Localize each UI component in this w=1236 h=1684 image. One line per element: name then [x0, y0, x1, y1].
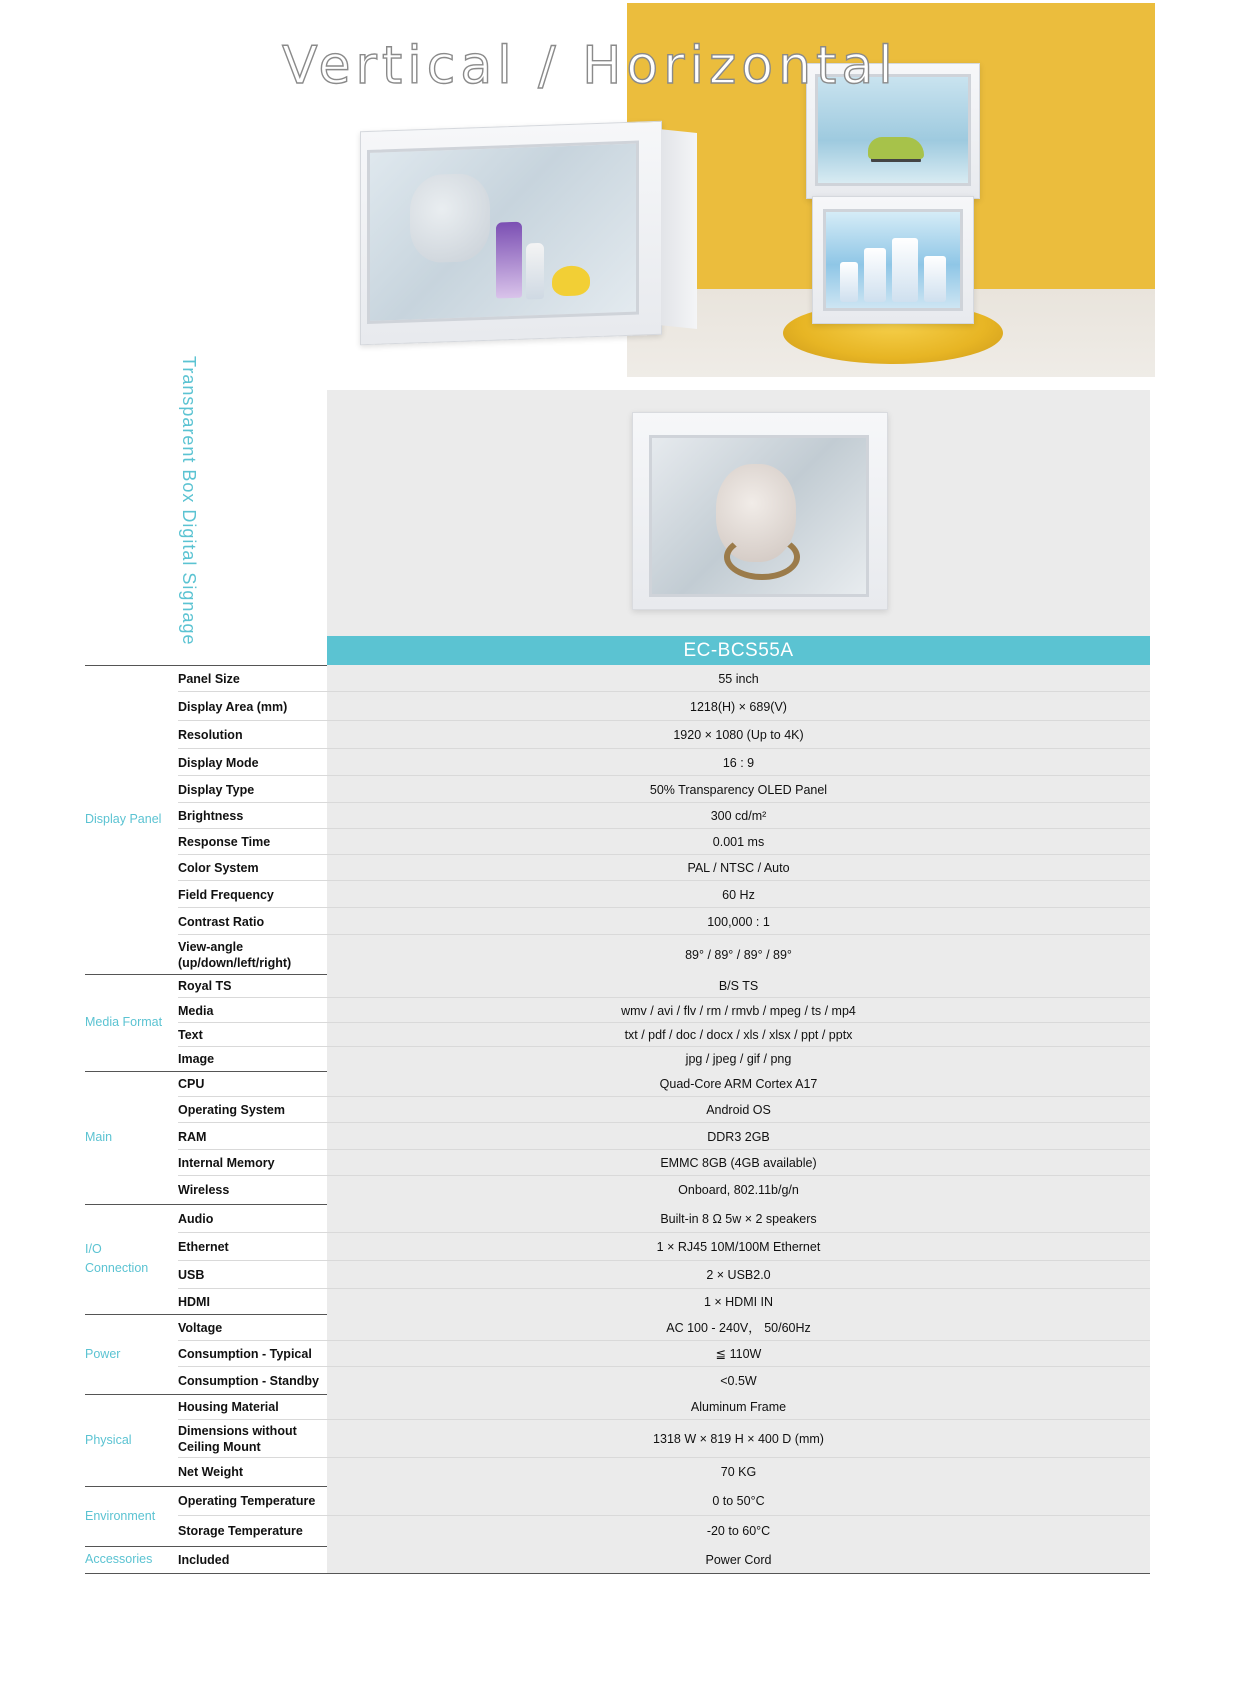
- spec-label: Dimensions without Ceiling Mount: [178, 1424, 297, 1454]
- spec-label: Royal TS: [178, 979, 232, 993]
- spec-row: [85, 776, 1150, 803]
- spec-row: [85, 721, 1150, 749]
- spec-value: 16 : 9: [722, 755, 755, 770]
- spec-value: 100,000 : 1: [707, 914, 770, 929]
- spec-row: [85, 1486, 1150, 1516]
- spec-value: Quad-Core ARM Cortex A17: [659, 1077, 818, 1091]
- spec-value: Power Cord: [705, 1552, 772, 1567]
- horizontal-box-photo: [360, 121, 662, 346]
- spec-label: Operating System: [178, 1103, 285, 1117]
- spec-label: Wireless: [178, 1183, 230, 1197]
- spec-label: Consumption - Standby: [178, 1373, 319, 1388]
- spec-row: [85, 1150, 1150, 1176]
- spec-row: [85, 665, 1150, 692]
- spec-row: [85, 1204, 1150, 1233]
- spec-label: Ethernet: [178, 1240, 229, 1254]
- spec-row: [85, 803, 1150, 829]
- spec-label: RAM: [178, 1129, 207, 1144]
- spec-row: [85, 855, 1150, 881]
- spec-value: 300 cd/m²: [710, 809, 767, 823]
- hand-image: [410, 173, 490, 264]
- spec-row: [85, 749, 1150, 776]
- spec-value: txt / pdf / doc / docx / xls / xlsx / ppt / pptx: [624, 1028, 853, 1042]
- spec-label: Display Area (mm): [178, 699, 288, 714]
- spec-value: 2 × USB2.0: [706, 1268, 771, 1282]
- spec-label: Internal Memory: [178, 1156, 275, 1170]
- spec-row: [85, 1071, 1150, 1097]
- spec-row: [85, 1341, 1150, 1367]
- spec-label: Operating Temperature: [178, 1494, 316, 1508]
- spec-label: Resolution: [178, 728, 243, 742]
- spec-value: 1 × RJ45 10M/100M Ethernet: [656, 1240, 821, 1254]
- spec-value: Android OS: [706, 1103, 771, 1117]
- spec-row: [85, 1289, 1150, 1314]
- rubber-duck-image: [552, 265, 590, 296]
- spec-label: Image: [178, 1052, 215, 1066]
- spec-value: 1218(H) × 689(V): [690, 699, 787, 714]
- spec-label: Audio: [178, 1211, 214, 1226]
- spec-value: 70 KG: [720, 1465, 757, 1479]
- product-box-photo: [632, 412, 888, 610]
- section-category: Main: [85, 1130, 113, 1144]
- product-jar: [924, 256, 946, 302]
- spec-label: Consumption - Typical: [178, 1347, 312, 1361]
- spec-value: AC 100 - 240V， 50/60Hz: [666, 1320, 811, 1335]
- spec-value: 0.001 ms: [712, 835, 765, 849]
- necklace-image: [724, 534, 800, 580]
- spec-value: EMMC 8GB (4GB available): [660, 1156, 817, 1170]
- spec-label: Net Weight: [178, 1465, 244, 1479]
- bottle-image: [496, 222, 522, 299]
- spec-row: [85, 1394, 1150, 1420]
- section-category: Media Format: [85, 1015, 163, 1029]
- spec-value: wmv / avi / flv / rm / rmvb / mpeg / ts / mp4: [621, 1003, 856, 1018]
- spec-value: 55 inch: [718, 671, 759, 686]
- spec-value: <0.5W: [720, 1373, 757, 1388]
- spec-label: Text: [178, 1028, 203, 1042]
- spec-value: Aluminum Frame: [690, 1400, 787, 1414]
- car-image: [868, 137, 924, 159]
- product-jar: [864, 248, 886, 302]
- spec-label: Contrast Ratio: [178, 914, 265, 929]
- spec-label: Display Type: [178, 782, 255, 797]
- section-category: I/O Connection: [85, 1242, 149, 1275]
- spec-value: 1920 × 1080 (Up to 4K): [673, 728, 804, 742]
- spec-value: 1318 W × 819 H × 400 D (mm): [653, 1432, 824, 1446]
- spec-value: DDR3 2GB: [707, 1129, 770, 1144]
- spec-row: [85, 1546, 1150, 1573]
- model-name-bar: EC-BCS55A: [327, 636, 1150, 665]
- spec-row: [85, 1458, 1150, 1486]
- spec-label: Color System: [178, 861, 259, 875]
- spec-label: CPU: [178, 1077, 205, 1091]
- spec-row: [85, 881, 1150, 908]
- spec-label: Storage Temperature: [178, 1524, 303, 1538]
- vertical-product-title: Transparent Box Digital Signage: [179, 356, 199, 646]
- spec-value: Built-in 8 Ω 5w × 2 speakers: [660, 1211, 817, 1226]
- spec-row: [85, 1023, 1150, 1047]
- section-category: Physical: [85, 1432, 132, 1447]
- spec-label: Panel Size: [178, 671, 240, 686]
- spec-value: 60 Hz: [722, 887, 755, 902]
- section-category: Display Panel: [85, 812, 162, 826]
- section-category: Accessories: [85, 1552, 153, 1566]
- spec-row: [85, 692, 1150, 721]
- spec-value: Onboard, 802.11b/g/n: [678, 1183, 799, 1197]
- spec-value: -20 to 60°C: [706, 1524, 771, 1538]
- spec-row: [85, 1047, 1150, 1071]
- stacked-box-bottom: [812, 196, 974, 324]
- spec-label: Field Frequency: [178, 887, 274, 902]
- section-divider: [85, 1573, 1150, 1574]
- headline: Vertical / Horizontal: [282, 36, 898, 96]
- product-photo-panel: [327, 390, 1150, 636]
- spec-label: HDMI: [178, 1294, 210, 1309]
- spec-value: PAL / NTSC / Auto: [687, 861, 790, 875]
- spec-value: 89° / 89° / 89° / 89°: [685, 947, 792, 962]
- spec-value: ≦ 110W: [715, 1347, 762, 1361]
- spec-row: [85, 1516, 1150, 1546]
- spec-value: 0 to 50°C: [712, 1494, 765, 1508]
- section-category: Power: [85, 1346, 121, 1361]
- spec-label: Voltage: [178, 1320, 223, 1335]
- section-category: Environment: [85, 1508, 156, 1523]
- transparent-screen: [649, 435, 869, 597]
- spec-value: B/S TS: [718, 979, 759, 993]
- spec-value: jpg / jpeg / gif / png: [685, 1052, 792, 1066]
- spec-label: Media: [178, 1003, 214, 1018]
- spec-row: [85, 935, 1150, 974]
- spec-row: [85, 1420, 1150, 1458]
- spec-row: [85, 1097, 1150, 1123]
- box-side: [661, 129, 697, 329]
- spec-value: 50% Transparency OLED Panel: [649, 782, 828, 797]
- product-jar: [840, 262, 858, 302]
- spec-label: Display Mode: [178, 755, 259, 770]
- transparent-screen: [367, 141, 639, 324]
- spec-row: [85, 974, 1150, 998]
- spec-label: Included: [178, 1552, 230, 1567]
- spec-value: 1 × HDMI IN: [703, 1294, 774, 1309]
- spec-label: View-angle (up/down/left/right): [178, 939, 292, 970]
- spec-row: [85, 998, 1150, 1023]
- spec-row: [85, 1233, 1150, 1261]
- spec-row: [85, 1314, 1150, 1341]
- spec-row: [85, 908, 1150, 935]
- spec-label: USB: [178, 1268, 205, 1282]
- spec-row: [85, 829, 1150, 855]
- product-jar: [892, 238, 918, 302]
- transparent-screen: [823, 209, 963, 311]
- spec-row: [85, 1123, 1150, 1150]
- spec-label: Housing Material: [178, 1400, 279, 1414]
- spec-label: Brightness: [178, 809, 244, 823]
- spec-label: Response Time: [178, 835, 271, 849]
- spec-row: [85, 1176, 1150, 1204]
- bottle-image: [526, 243, 544, 300]
- spec-row: [85, 1367, 1150, 1394]
- spec-row: [85, 1261, 1150, 1289]
